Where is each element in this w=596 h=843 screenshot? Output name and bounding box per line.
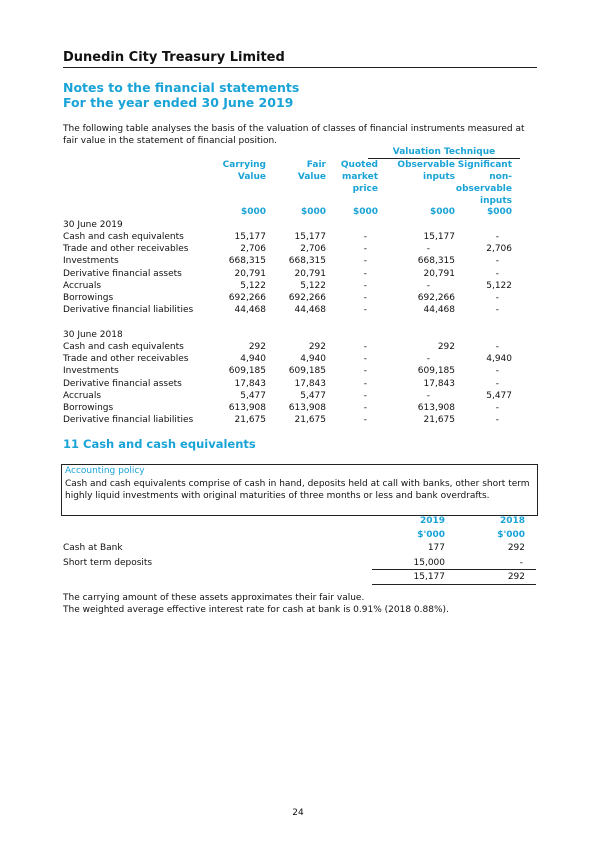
cash-cell: - (519, 558, 523, 568)
cash-cell: 15,000 (413, 558, 445, 568)
column-header-line: market (341, 172, 378, 182)
cash-cell: 177 (427, 543, 445, 553)
row-label: Derivative financial liabilities (63, 305, 194, 316)
table-cell: - (363, 342, 367, 352)
column-header-line: non- (489, 172, 512, 182)
table-cell: 5,477 (240, 390, 266, 401)
cash-row-label: Cash at Bank (63, 543, 123, 553)
table-cell: 613,908 (288, 403, 326, 413)
table-cell: 609,185 (417, 366, 455, 377)
table-cell: 292 (308, 342, 326, 352)
cash-year-header: 2018 (499, 516, 525, 526)
table-cell: - (363, 268, 367, 279)
cash-unit-header: $'000 (417, 530, 445, 540)
table-row (63, 268, 523, 280)
footnotes (63, 592, 449, 616)
cash-row-label: Short term deposits (63, 558, 153, 568)
row-label: Trade and other receivables (63, 244, 189, 255)
table-row (63, 390, 523, 402)
table-cell: - (426, 244, 430, 255)
column-header (341, 159, 378, 195)
table-cell: 21,675 (234, 415, 266, 426)
table-cell: 15,177 (234, 232, 266, 242)
table-cell: - (363, 403, 367, 413)
table-cell: - (495, 232, 499, 242)
column-header (298, 159, 326, 183)
accounting-policy-title: Accounting policy (65, 466, 145, 476)
column-header-line: price (352, 184, 378, 194)
table-cell: - (426, 390, 430, 401)
header-rule (63, 67, 537, 68)
table-cell: 20,791 (234, 268, 266, 279)
table-row (63, 378, 523, 390)
cash-total-cell: 292 (507, 572, 525, 582)
table-cell: 5,122 (240, 280, 266, 291)
table-cell: 15,177 (294, 232, 326, 242)
table-cell: 2,706 (300, 244, 326, 255)
table-cell: - (363, 354, 367, 365)
table-row (63, 341, 523, 353)
column-header-line: inputs (479, 196, 512, 206)
column-header-line: Significant (457, 160, 512, 170)
table-cell: 692,266 (288, 293, 326, 303)
table-cell: 609,185 (288, 366, 326, 377)
column-header (456, 159, 512, 207)
table-cell: - (495, 256, 499, 267)
table-cell: 44,468 (294, 305, 326, 316)
cash-total-cell: 15,177 (413, 572, 445, 582)
table-cell: 668,315 (228, 256, 266, 267)
cash-row (63, 542, 525, 554)
table-cell: 2,706 (486, 244, 512, 255)
table-row (63, 255, 523, 267)
table-row (63, 414, 523, 426)
row-label: Cash and cash equivalents (63, 342, 184, 352)
table-cell: 20,791 (423, 268, 455, 279)
table-cell: - (363, 390, 367, 401)
table-cell: - (426, 354, 430, 365)
row-label: Derivative financial assets (63, 378, 182, 389)
table-cell: - (363, 280, 367, 291)
column-unit: $000 (429, 207, 455, 217)
table-cell: 4,940 (486, 354, 512, 365)
row-label: Derivative financial liabilities (63, 415, 194, 426)
row-label: Investments (63, 366, 119, 377)
table-cell: 5,477 (486, 390, 512, 401)
table-cell: - (495, 378, 499, 389)
table-cell: 4,940 (240, 354, 266, 365)
row-label: Accruals (63, 390, 102, 401)
column-unit: $000 (486, 207, 512, 217)
table-row (63, 231, 523, 243)
table-cell: - (495, 293, 499, 303)
column-header-line: Value (237, 172, 266, 182)
table-cell: - (495, 366, 499, 377)
column-unit: $000 (240, 207, 266, 217)
table-cell: 292 (437, 342, 455, 352)
table-cell: - (426, 280, 430, 291)
table-row (63, 280, 523, 292)
table-cell: 44,468 (423, 305, 455, 316)
table-cell: 5,477 (300, 390, 326, 401)
row-label: Investments (63, 256, 119, 267)
company-name: Dunedin City Treasury Limited (63, 50, 285, 65)
column-unit: $000 (300, 207, 326, 217)
table-cell: 17,843 (294, 378, 326, 389)
column-header-line: Value (297, 172, 326, 182)
table-cell: - (363, 366, 367, 377)
table-cell: 668,315 (417, 256, 455, 267)
table-cell: - (363, 244, 367, 255)
intro-paragraph: The following table analyses the basis of the valuation of classes of financial instruments measured at fair value in the statement of financial position. (63, 124, 525, 146)
table-cell: 613,908 (417, 403, 455, 413)
table-cell: - (495, 415, 499, 426)
table-row (63, 292, 523, 304)
table-cell: 17,843 (234, 378, 266, 389)
table-cell: - (495, 268, 499, 279)
notes-title (63, 80, 299, 110)
column-unit: $000 (352, 207, 378, 217)
row-label: Borrowings (63, 403, 114, 413)
cash-year-header: 2019 (419, 516, 445, 526)
footnote-fair-value: The carrying amount of these assets approximates their fair value. (63, 593, 365, 603)
valuation-technique-header: Valuation Technique (392, 147, 496, 157)
table-cell: 21,675 (294, 415, 326, 426)
table-cell: 5,122 (300, 280, 326, 291)
table-cell: 44,468 (234, 305, 266, 316)
table-cell: - (495, 305, 499, 316)
section-title (63, 329, 523, 341)
row-label: Cash and cash equivalents (63, 232, 184, 242)
cash-total-row (63, 571, 525, 583)
section-title-label: 30 June 2019 (63, 220, 123, 230)
table-cell: 292 (248, 342, 266, 352)
column-header-line: Carrying (222, 160, 266, 170)
table-cell: 668,315 (288, 256, 326, 267)
table-cell: - (363, 232, 367, 242)
table-cell: 4,940 (300, 354, 326, 365)
column-header-line: Fair (306, 160, 326, 170)
table-row (63, 353, 523, 365)
notes-title-line2: For the year ended 30 June 2019 (63, 95, 294, 110)
footnote-interest-rate: The weighted average effective interest rate for cash at bank is 0.91% (2018 0.88%). (63, 605, 449, 615)
table-cell: - (363, 305, 367, 316)
row-label: Trade and other receivables (63, 354, 189, 365)
page-number: 24 (292, 808, 304, 818)
table-cell: 21,675 (423, 415, 455, 426)
table-cell: 15,177 (423, 232, 455, 242)
table-row (63, 243, 523, 255)
table-cell: - (495, 342, 499, 352)
column-header-line: Observable (397, 160, 455, 170)
note-11-title: 11 Cash and cash equivalents (63, 437, 256, 451)
table-cell: 17,843 (423, 378, 455, 389)
table-cell: - (363, 378, 367, 389)
row-label: Accruals (63, 280, 102, 291)
section-title (63, 219, 523, 231)
table-cell: 692,266 (228, 293, 266, 303)
table-cell: 5,122 (486, 280, 512, 291)
table-cell: - (363, 256, 367, 267)
table-cell: 613,908 (228, 403, 266, 413)
table-cell: - (495, 403, 499, 413)
notes-title-line1: Notes to the financial statements (63, 80, 300, 95)
table-cell: - (363, 293, 367, 303)
table-cell: 2,706 (240, 244, 266, 255)
section-title-label: 30 June 2018 (63, 330, 123, 340)
column-header (397, 159, 455, 183)
column-header-line: inputs (422, 172, 455, 182)
accounting-policy-box (61, 464, 538, 516)
table-row (63, 304, 523, 316)
cash-unit-header: $'000 (497, 530, 525, 540)
table-row (63, 365, 523, 377)
row-label: Borrowings (63, 293, 114, 303)
table-row (63, 402, 523, 414)
table-cell: - (363, 415, 367, 426)
table-cell: 20,791 (294, 268, 326, 279)
total-rule (372, 584, 536, 585)
table-cell: 609,185 (228, 366, 266, 377)
column-header-line: observable (455, 184, 512, 194)
cash-row (63, 557, 525, 569)
row-label: Derivative financial assets (63, 268, 182, 279)
cash-cell: 292 (507, 543, 525, 553)
subtotal-rule (372, 569, 536, 570)
accounting-policy-text: Cash and cash equivalents comprise of cash in hand, deposits held at call with banks, other short term highly liquid investments with original maturities of three months or less and bank overdrafts. (65, 479, 530, 501)
column-header (223, 159, 266, 183)
column-header-line: Quoted (340, 160, 378, 170)
table-cell: 692,266 (417, 293, 455, 303)
